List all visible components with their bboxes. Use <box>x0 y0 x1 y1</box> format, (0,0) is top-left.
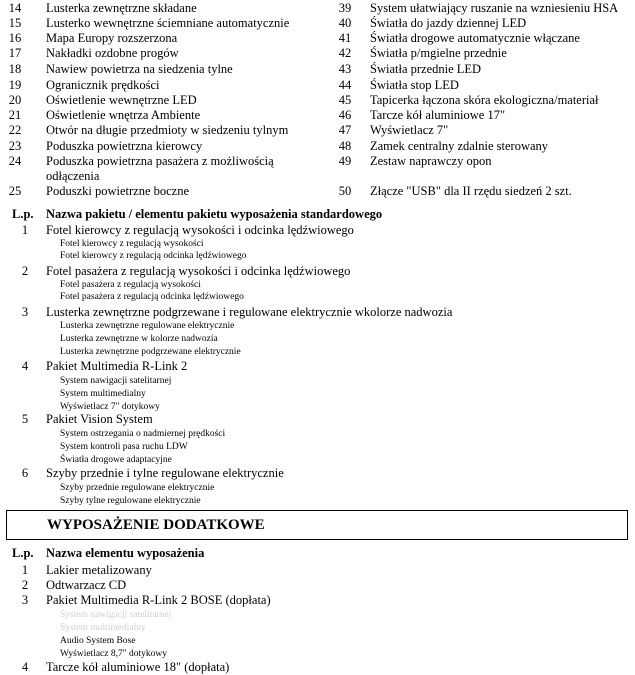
list-item: Wyświetlacz 7" <box>370 123 449 137</box>
package-title: Szyby przednie i tylne regulowane elektrycznie <box>46 466 284 480</box>
list-item-number: 14 <box>8 1 22 15</box>
list-item: Ogranicznik prędkości <box>46 78 160 92</box>
list-item-number: 18 <box>8 62 22 76</box>
option-item: Pakiet Multimedia R-Link 2 BOSE (dopłata) <box>46 593 271 607</box>
package-title: Pakiet Vision System <box>46 412 153 426</box>
option-number: 4 <box>21 660 29 674</box>
list-item: Oświetlenie wewnętrzne LED <box>46 93 197 107</box>
list-item-number: 20 <box>8 93 22 107</box>
package-element: Światła drogowe adaptacyjne <box>60 455 172 465</box>
list-item: Tapicerka łączona skóra ekologiczna/materiał <box>370 93 599 107</box>
package-number: 4 <box>21 359 29 373</box>
list-item-number: 23 <box>8 139 22 153</box>
package-element: Fotel kierowcy z regulacją wysokości <box>60 239 204 249</box>
column-header-lp: L.p. <box>12 207 34 221</box>
package-element: System kontroli pasa ruchu LDW <box>60 442 188 452</box>
list-item-number: 16 <box>8 31 22 45</box>
option-item: Lakier metalizowany <box>46 563 152 577</box>
list-item: Poduszki powietrzne boczne <box>46 184 190 198</box>
package-element: Fotel pasażera z regulacją wysokości <box>60 280 201 290</box>
list-item-number: 21 <box>8 108 22 122</box>
package-title: Pakiet Multimedia R-Link 2 <box>46 359 188 373</box>
list-item: Lusterka zewnętrzne składane <box>46 1 197 15</box>
list-item-number: 22 <box>8 123 22 137</box>
package-element: Wyświetlacz 7" dotykowy <box>60 402 160 412</box>
package-number: 5 <box>21 412 29 426</box>
list-item: Oświetlenie wnętrza Ambiente <box>46 108 201 122</box>
list-item: Tarcze kół aluminiowe 17" <box>370 108 506 122</box>
option-number: 3 <box>21 593 29 607</box>
package-element: Fotel kierowcy z regulacją odcinka lędźwiowego <box>60 251 247 261</box>
list-item: Poduszka powietrzna pasażera z możliwością odłączenia <box>46 154 274 183</box>
list-item-number: 42 <box>338 46 352 60</box>
list-item: Nawiew powietrza na siedzenia tylne <box>46 62 233 76</box>
list-item-number: 24 <box>8 154 22 168</box>
package-number: 3 <box>21 305 29 319</box>
list-item-number: 41 <box>338 31 352 45</box>
package-title: Lusterka zewnętrzne podgrzewane i regulowane elektrycznie wkolorze nadwozia <box>46 305 453 319</box>
list-item: Światła drogowe automatycznie włączane <box>370 31 580 45</box>
list-item-number: 43 <box>338 62 352 76</box>
list-item-number: 15 <box>8 16 22 30</box>
list-item: Światła do jazdy dziennej LED <box>370 16 527 30</box>
list-item: Światła przednie LED <box>370 62 482 76</box>
package-number: 2 <box>21 264 29 278</box>
package-element: System ostrzegania o nadmiernej prędkości <box>60 429 226 439</box>
list-item: Mapa Europy rozszerzona <box>46 31 178 45</box>
list-item: Poduszka powietrzna kierowcy <box>46 139 203 153</box>
section-title: WYPOSAŻENIE DODATKOWE <box>47 517 265 533</box>
section-title-box <box>6 510 628 540</box>
list-item-number: 25 <box>8 184 22 198</box>
package-element: Lusterka zewnętrzne regulowane elektrycznie <box>60 321 235 331</box>
option-element: Wyświetlacz 8,7" dotykowy <box>60 649 167 659</box>
list-item-number: 45 <box>338 93 352 107</box>
option-element: System nawigacji satelitarnej <box>60 610 172 620</box>
package-element: Fotel pasażera z regulacją odcinka lędźwiowego <box>60 292 244 302</box>
option-item: Odtwarzacz CD <box>46 578 127 592</box>
list-item-number: 46 <box>338 108 352 122</box>
option-number: 1 <box>21 563 29 577</box>
package-element: Szyby tylne regulowane elektrycznie <box>60 496 201 506</box>
list-item: Złącze "USB" dla II rzędu siedzeń 2 szt. <box>370 184 572 198</box>
option-element: System multimedialny <box>60 623 146 633</box>
list-item-number: 40 <box>338 16 352 30</box>
package-element: System nawigacji satelitarnej <box>60 376 172 386</box>
list-item-number: 50 <box>338 184 352 198</box>
list-item: Zamek centralny zdalnie sterowany <box>370 139 549 153</box>
list-item: Lusterko wewnętrzne ściemniane automatycznie <box>46 16 290 30</box>
list-item: Nakładki ozdobne progów <box>46 46 179 60</box>
package-number: 6 <box>21 466 29 480</box>
option-item: Tarcze kół aluminiowe 18" (dopłata) <box>46 660 230 674</box>
list-item: System ułatwiający ruszanie na wzniesieniu HSA <box>370 1 619 15</box>
list-item-number: 47 <box>338 123 352 137</box>
package-title: Fotel pasażera z regulacją wysokości i odcinka lędźwiowego <box>46 264 351 278</box>
option-number: 2 <box>21 578 29 592</box>
package-element: Lusterka zewnętrzne podgrzewane elektrycznie <box>60 347 241 357</box>
list-item-number: 48 <box>338 139 352 153</box>
column-header-lp: L.p. <box>12 546 34 560</box>
list-item-number: 19 <box>8 78 22 92</box>
package-element: Lusterka zewnętrzne w kolorze nadwozia <box>60 334 218 344</box>
list-item-number: 39 <box>338 1 352 15</box>
list-item: Otwór na długie przedmioty w siedzeniu tylnym <box>46 123 289 137</box>
list-item: Światła p/mgielne przednie <box>370 46 507 60</box>
column-header-name: Nazwa elementu wyposażenia <box>46 546 205 560</box>
list-item: Zestaw naprawczy opon <box>370 154 492 168</box>
list-item-number: 49 <box>338 154 352 168</box>
package-number: 1 <box>21 223 29 237</box>
package-element: Szyby przednie regulowane elektrycznie <box>60 483 215 493</box>
option-element: Audio System Bose <box>60 636 136 646</box>
package-element: System multimedialny <box>60 389 146 399</box>
list-item-number: 17 <box>8 46 22 60</box>
list-item: Światła stop LED <box>370 78 459 92</box>
package-title: Fotel kierowcy z regulacją wysokości i odcinka lędźwiowego <box>46 223 354 237</box>
column-header-name: Nazwa pakietu / elementu pakietu wyposażenia standardowego <box>46 207 383 221</box>
list-item-number: 44 <box>338 78 352 92</box>
